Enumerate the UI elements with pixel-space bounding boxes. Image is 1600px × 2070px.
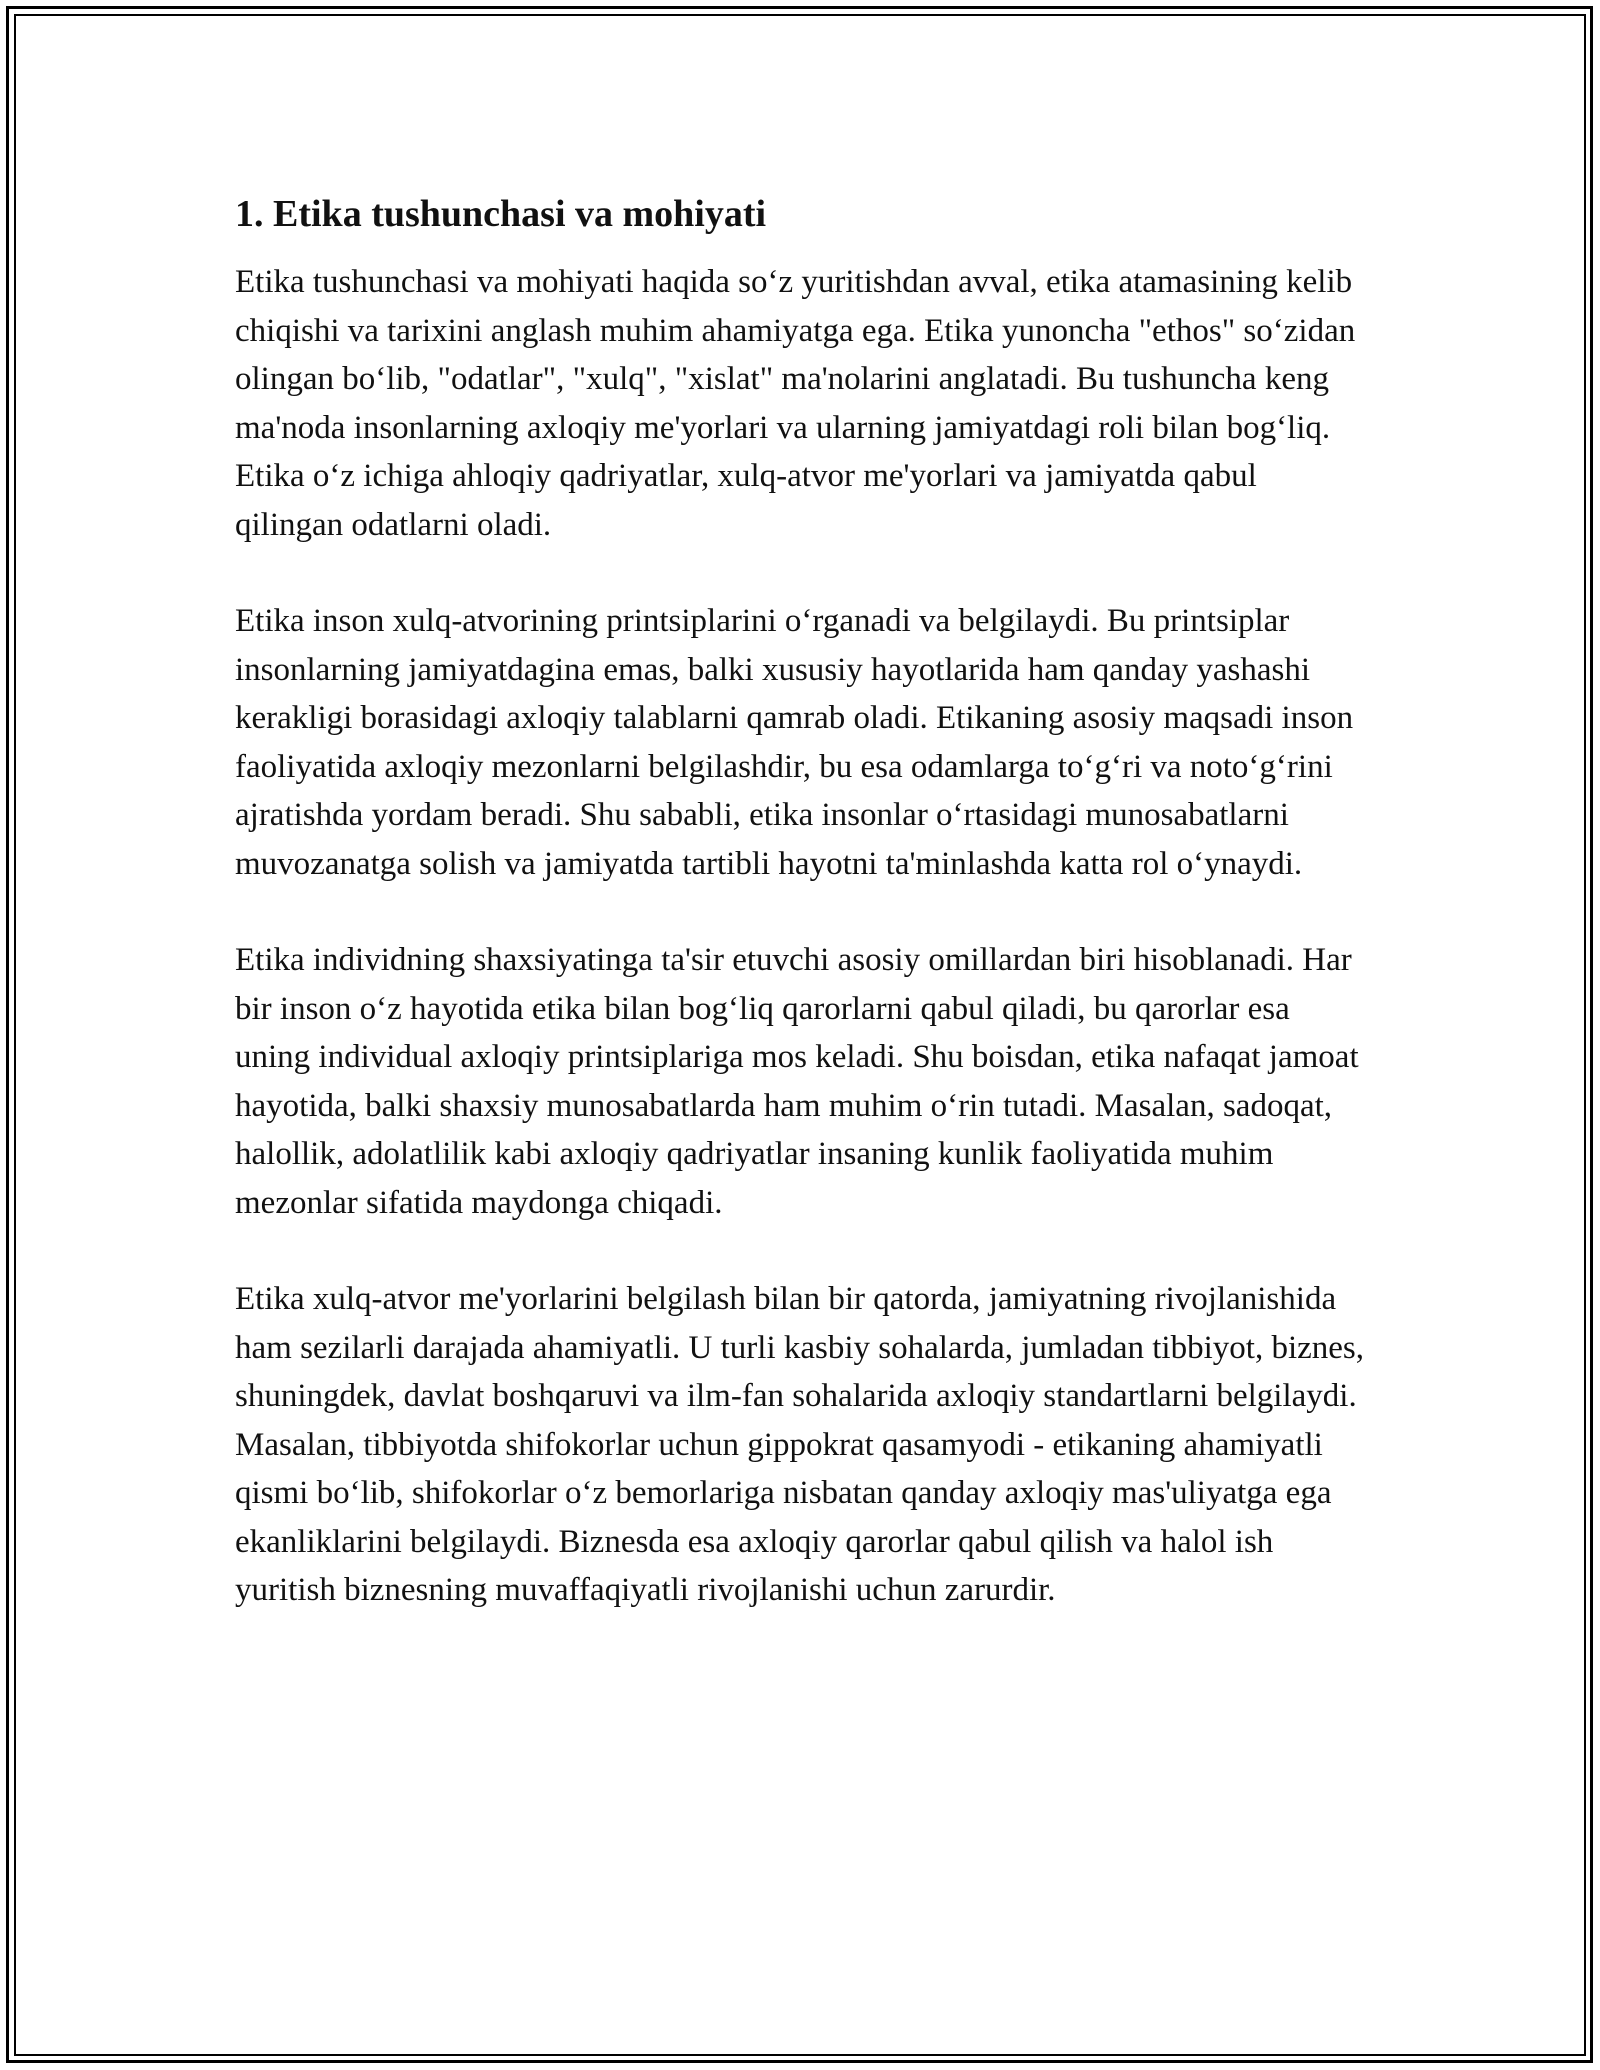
paragraph-2: Etika inson xulq-atvorining printsiplarini o‘rganadi va belgilaydi. Bu printsiplar insonlarning jamiyatdagina emas, balki xususiy hayotlarida ham qanday yashashi kerakligi borasidagi axloqiy talablarni qamrab oladi. Etikaning asosiy maqsadi inson faoliyatida axloqiy mezonlarni belgilashdir, bu esa odamlarga to‘g‘ri va noto‘g‘rini ajratishda yordam beradi. Shu sababli, etika insonlar o‘rtasidagi munosabatlarni muvozanatga solish va jamiyatda tartibli hayotni ta'minlashda katta rol o‘ynaydi. bbox=[235, 603, 1354, 882]
document-body bbox=[235, 190, 1365, 1615]
paragraph-1: Etika tushunchasi va mohiyati haqida so‘z yuritishdan avval, etika atamasining kelib chiqishi va tarixini anglash muhim ahamiyatga ega. Etika yunoncha "ethos" so‘zidan olingan bo‘lib, "odatlar", "xulq", "xislat" ma'nolarini anglatadi. Bu tushuncha keng ma'noda insonlarning axloqiy me'yorlari va ularning jamiyatdagi roli bilan bog‘liq. Etika o‘z ichiga ahloqiy qadriyatlar, xulq-atvor me'yorlari va jamiyatda qabul qilingan odatlarni oladi. bbox=[235, 264, 1356, 543]
paragraph-4: Etika xulq-atvor me'yorlarini belgilash bilan bir qatorda, jamiyatning rivojlanishida ham sezilarli darajada ahamiyatli. U turli kasbiy sohalarda, jumladan tibbiyot, biznes, shuningdek, davlat boshqaruvi va ilm-fan sohalarida axloqiy standartlarni belgilaydi. Masalan, tibbiyotda shifokorlar uchun gippokrat qasamyodi - etikaning ahamiyatli qismi bo‘lib, shifokorlar o‘z bemorlariga nisbatan qanday axloqiy mas'uliyatga ega ekanliklarini belgilaydi. Biznesda esa axloqiy qarorlar qabul qilish va halol ish yuritish biznesning muvaffaqiyatli rivojlanishi uchun zarurdir. bbox=[235, 1281, 1364, 1608]
paragraph-3: Etika individning shaxsiyatinga ta'sir etuvchi asosiy omillardan biri hisoblanadi. Har bir inson o‘z hayotida etika bilan bog‘liq qarorlarni qabul qiladi, bu qarorlar esa uning individual axloqiy printsiplariga mos keladi. Shu boisdan, etika nafaqat jamoat hayotida, balki shaxsiy munosabatlarda ham muhim o‘rin tutadi. Masalan, sadoqat, halollik, adolatlilik kabi axloqiy qadriyatlar insaning kunlik faoliyatida muhim mezonlar sifatida maydonga chiqadi. bbox=[235, 942, 1359, 1221]
section-title: 1. Etika tushunchasi va mohiyati bbox=[235, 193, 767, 235]
